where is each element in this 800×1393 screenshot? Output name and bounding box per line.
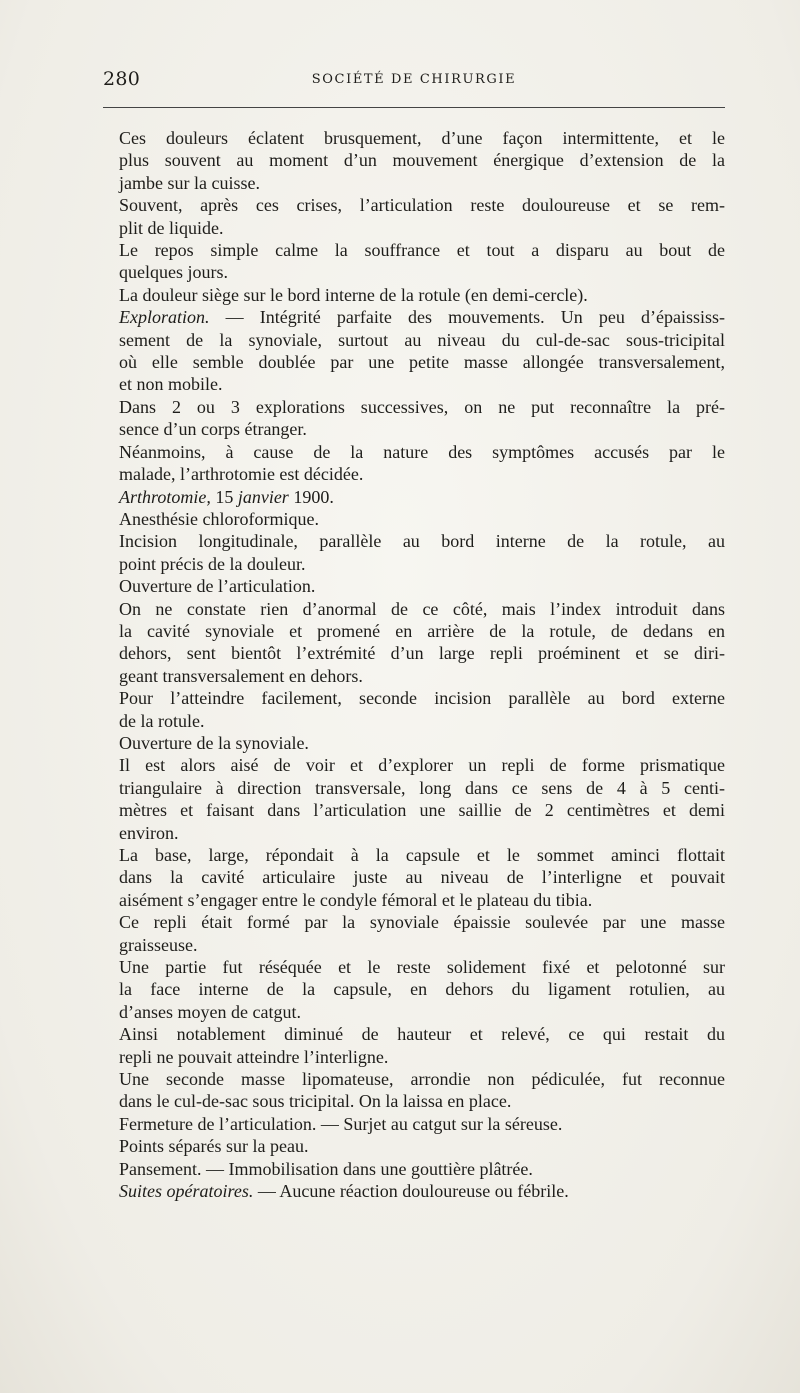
text-line: Pansement. — Immobilisation dans une gouttière plâtrée. [119, 1158, 533, 1179]
text-run: 1900. [288, 486, 334, 507]
italic-run: Arthrotomie, [119, 486, 211, 507]
paragraph [103, 396, 725, 441]
text-line: Dans 2 ou 3 explorations successives, on ne put reconnaître la pré- [119, 396, 725, 417]
text-line: la cavité synoviale et promené en arrière de la rotule, de dedans en [119, 620, 725, 641]
text-line: Il est alors aisé de voir et d’explorer un repli de forme prismatique [119, 755, 725, 776]
paragraph [103, 1113, 725, 1135]
text-run: — Intégrité parfaite des mouvements. Un peu d’épaississ- [209, 307, 725, 328]
text-line: la face interne de la capsule, en dehors du ligament rotulien, au [119, 979, 725, 1000]
text-line: jambe sur la cuisse. [119, 172, 260, 193]
paragraph [103, 1180, 725, 1202]
text-line: Fermeture de l’articulation. — Surjet au catgut sur la séreuse. [119, 1113, 563, 1134]
paragraph [103, 732, 725, 754]
text-line: et non mobile. [119, 374, 223, 395]
paragraph [103, 754, 725, 844]
text-run: — Aucune réaction douloureuse ou fébrile. [253, 1181, 569, 1202]
text-line: Ainsi notablement diminué de hauteur et relevé, ce qui restait du [119, 1024, 725, 1045]
text-run: 15 [210, 486, 238, 507]
text-line: quelques jours. [119, 262, 228, 283]
paragraph [103, 1135, 725, 1157]
text-line: dans le cul-de-sac sous tricipital. On la laissa en place. [119, 1091, 512, 1112]
italic-lead: Suites opératoires. [119, 1181, 254, 1202]
text-line: Souvent, après ces crises, l’articulation reste douloureuse et se rem- [119, 195, 725, 216]
paragraph [103, 687, 725, 732]
text-line: Incision longitudinale, parallèle au bord interne de la rotule, au [119, 531, 725, 552]
text-line: Une seconde masse lipomateuse, arrondie non pédiculée, fut reconnue [119, 1069, 725, 1090]
text-line: La base, large, répondait à la capsule et le sommet aminci flottait [119, 845, 725, 865]
paragraph [103, 1023, 725, 1068]
paragraph [103, 956, 725, 1023]
paragraph [103, 441, 725, 486]
running-head: SOCIÉTÉ DE CHIRURGIE [311, 72, 517, 87]
text-line: malade, l’arthrotomie est décidée. [119, 464, 364, 485]
header-rule [103, 107, 725, 108]
text-line: sence d’un corps étranger. [119, 419, 307, 440]
text-line: Néanmoins, à cause de la nature des symptômes accusés par le [119, 441, 725, 462]
paragraph [103, 844, 725, 911]
text-line: d’anses moyen de catgut. [119, 1001, 301, 1022]
paragraph [103, 239, 725, 284]
text-line [103, 1180, 725, 1202]
italic-lead: Exploration. [119, 307, 210, 328]
text-line: mètres et faisant dans l’articulation une saillie de 2 centimètres et demi [119, 800, 725, 821]
text-line: Une partie fut réséquée et le reste solidement fixé et pelotonné sur [119, 957, 725, 978]
paragraph [103, 306, 725, 396]
text-line: Points séparés sur la peau. [119, 1136, 309, 1157]
text-line: Ouverture de l’articulation. [119, 576, 316, 597]
paragraph [103, 194, 725, 239]
paragraph [103, 284, 725, 306]
text-line: La douleur siège sur le bord interne de la rotule (en demi-cercle). [119, 284, 588, 305]
text-line: graisseuse. [119, 934, 198, 955]
paragraph [103, 911, 725, 956]
paragraph [103, 530, 725, 575]
text-line: Ces douleurs éclatent brusquement, d’une façon intermittente, et le [119, 128, 725, 148]
text-line: point précis de la douleur. [119, 553, 306, 574]
body-text [103, 127, 725, 1203]
text-line: Le repos simple calme la souffrance et tout a disparu au bout de [119, 240, 725, 261]
text-line: Ouverture de la synoviale. [119, 732, 309, 753]
page-header [103, 64, 725, 94]
text-line: où elle semble doublée par une petite masse allongée transversalement, [119, 352, 725, 373]
text-line: dehors, sent bientôt l’extrémité d’un large repli proéminent et se diri- [119, 643, 725, 664]
text-line [103, 486, 725, 508]
text-line: plus souvent au moment d’un mouvement énergique d’extension de la [119, 150, 725, 171]
text-line: Ce repli était formé par la synoviale épaissie soulevée par une masse [119, 912, 725, 933]
text-line: aisément s’engager entre le condyle fémoral et le plateau du tibia. [119, 889, 593, 910]
paragraph [103, 508, 725, 530]
text-line: On ne constate rien d’anormal de ce côté, mais l’index introduit dans [119, 598, 725, 619]
text-line: Anesthésie chloroformique. [119, 508, 319, 529]
text-line: sement de la synoviale, surtout au niveau du cul-de-sac sous-tricipital [119, 329, 725, 350]
text-line: environ. [119, 822, 179, 843]
text-line: geant transversalement en dehors. [119, 665, 363, 686]
paragraph [103, 598, 725, 688]
text-line: dans la cavité articulaire juste au niveau de l’interligne et pouvait [119, 867, 725, 888]
paragraph [103, 1068, 725, 1113]
text-line: plit de liquide. [119, 217, 224, 238]
paragraph [103, 486, 725, 508]
paragraph [103, 127, 725, 194]
paragraph [103, 575, 725, 597]
text-line: repli ne pouvait atteindre l’interligne. [119, 1046, 389, 1067]
italic-run: janvier [237, 486, 289, 507]
paragraph [103, 1158, 725, 1180]
page-number: 280 [103, 68, 141, 90]
text-line: de la rotule. [119, 710, 205, 731]
text-line [103, 306, 725, 328]
text-line: triangulaire à direction transversale, long dans ce sens de 4 à 5 centi- [119, 777, 725, 798]
text-line: Pour l’atteindre facilement, seconde incision parallèle au bord externe [119, 688, 725, 709]
